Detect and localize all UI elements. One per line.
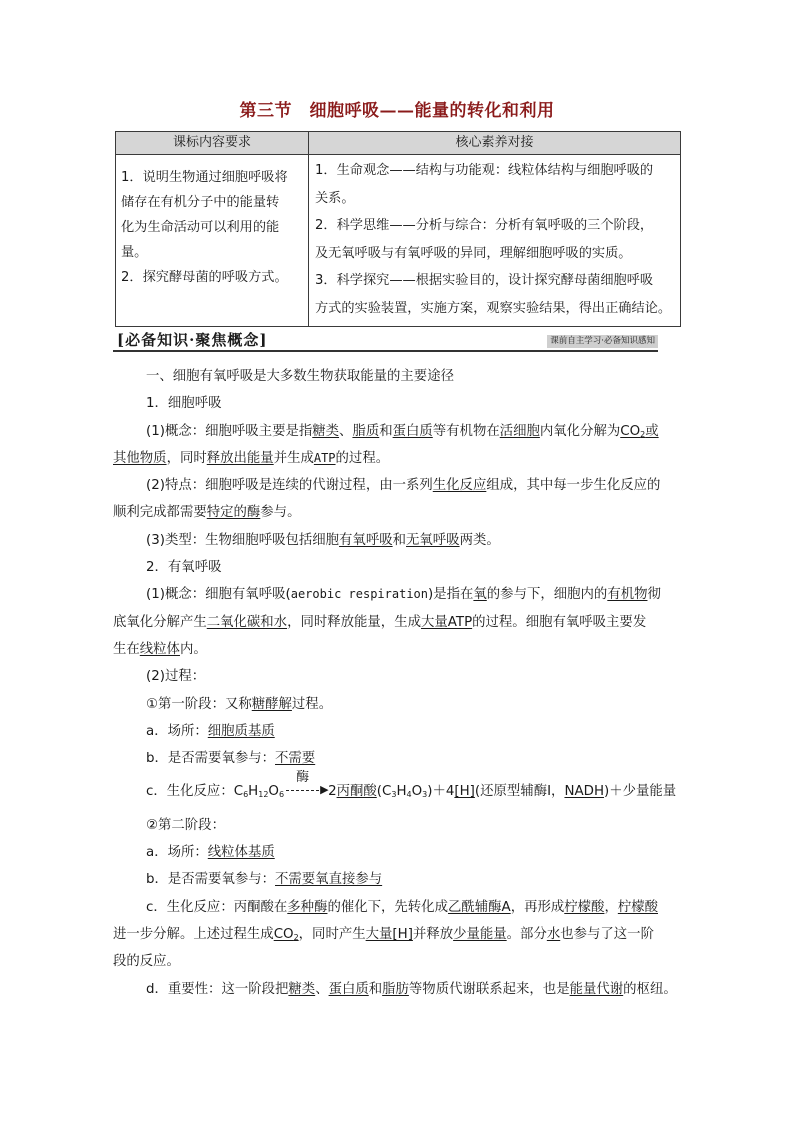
curriculum-requirements-cell [116, 155, 309, 327]
heading-aerobic: 2．有氧呼吸 [146, 560, 222, 576]
stage-1-oxygen: b．是否需要氧参与：不需要 [146, 751, 316, 767]
paragraph-types: (3)类型：生物细胞呼吸包括细胞有氧呼吸和无氧呼吸两类。 [146, 532, 500, 548]
paragraph-aerobic-concept: (1)概念：细胞有氧呼吸(aerobic respiration)是指在氧的参与下，细胞内的有机物彻 [146, 587, 661, 603]
stage-2-reaction: c．生化反应：丙酮酸在多种酶的催化下，先转化成乙酰辅酶A，再形成柠檬酸，柠檬酸 [146, 899, 658, 915]
literacy-line: 1．生命观念——结构与功能观：线粒体结构与细胞呼吸的 [315, 163, 654, 178]
requirement-line: 化为生命活动可以利用的能 [121, 220, 280, 235]
stage-1-heading: ①第一阶段：又称糖酵解过程。 [146, 696, 333, 712]
literacy-line: 方式的实验装置，实施方案，观察实验结果，得出正确结论。 [315, 300, 672, 316]
paragraph-features: (2)特点：细胞呼吸是连续的代谢过程，由一系列生化反应组成，其中每一步生化反应的 [146, 478, 661, 494]
paragraph-concept-cont: 其他物质，同时释放出能量并生成ATP的过程。 [113, 450, 390, 466]
curriculum-table [115, 131, 681, 327]
heading-1: 一、细胞有氧呼吸是大多数生物获取能量的主要途径 [146, 369, 454, 384]
paragraph-aerobic-concept-end: 生在线粒体内。 [113, 641, 207, 657]
page-title: 第三节 细胞呼吸——能量的转化和利用 [239, 101, 555, 121]
paragraph-concept: (1)概念：细胞呼吸主要是指糖类、脂质和蛋白质等有机物在活细胞内氧化分解为$CO_2$或 [146, 423, 659, 439]
stage-1-location: a．场所：细胞质基质 [146, 723, 275, 739]
reaction-arrow [284, 770, 329, 798]
heading-cell-respiration: 1．细胞呼吸 [146, 396, 222, 412]
content-body [113, 363, 683, 1003]
stage-2-heading: ②第二阶段： [146, 817, 225, 833]
arrow-head-icon: ▶ [320, 783, 329, 797]
core-literacy-cell [309, 155, 681, 327]
heading-process: (2)过程： [146, 669, 206, 685]
requirement-line: 2．探究酵母菌的呼吸方式。 [121, 270, 288, 285]
table-header-left: 课标内容要求 [116, 132, 309, 155]
paragraph-features-cont: 顺利完成都需要特定的酶参与。 [113, 505, 301, 521]
section-tag: 课前自主学习·必备知识感知 [547, 335, 658, 348]
literacy-line: 及无氧呼吸与有氧呼吸的异同，理解细胞呼吸的实质。 [315, 245, 632, 261]
table-header-right: 核心素养对接 [309, 132, 681, 155]
section-title: [必备知识·聚焦概念] [117, 331, 268, 349]
literacy-line: 2．科学思维——分析与综合：分析有氧呼吸的三个阶段， [315, 218, 654, 233]
stage-2-oxygen: b．是否需要氧参与：不需要氧直接参与 [146, 872, 383, 888]
enzyme-label: 酶 [296, 770, 310, 786]
stage-1-reaction: c．生化反应：$C_6H_{12}O_6$ 酶 ▶ 2丙酮酸$(C_3H_4O_3)+4[H]$(还原型辅酶Ⅰ，NADH)＋少量能量 [113, 778, 683, 805]
requirement-line: 储存在有机分子中的能量转 [121, 195, 280, 210]
stage-2-location: a．场所：线粒体基质 [146, 845, 275, 861]
requirement-line: 量。 [121, 245, 148, 260]
literacy-line: 关系。 [315, 190, 355, 206]
requirement-line: 1．说明生物通过细胞呼吸将 [121, 170, 288, 185]
paragraph-aerobic-concept-cont: 底氧化分解产生二氧化碳和水，同时释放能量，生成大量ATP的过程。细胞有氧呼吸主要发 [113, 614, 647, 630]
stage-2-importance: d．重要性：这一阶段把糖类、蛋白质和脂肪等物质代谢联系起来，也是能量代谢的枢纽。 [146, 981, 677, 997]
section-header [113, 329, 658, 352]
stage-2-reaction-cont: 进一步分解。上述过程生成$CO_2$，同时产生大量[H]并释放少量能量。部分水也参与了这一阶 [113, 926, 654, 942]
literacy-line: 3．科学探究——根据实验目的，设计探究酵母菌细胞呼吸 [315, 273, 654, 288]
stage-2-reaction-end: 段的反应。 [113, 954, 180, 970]
